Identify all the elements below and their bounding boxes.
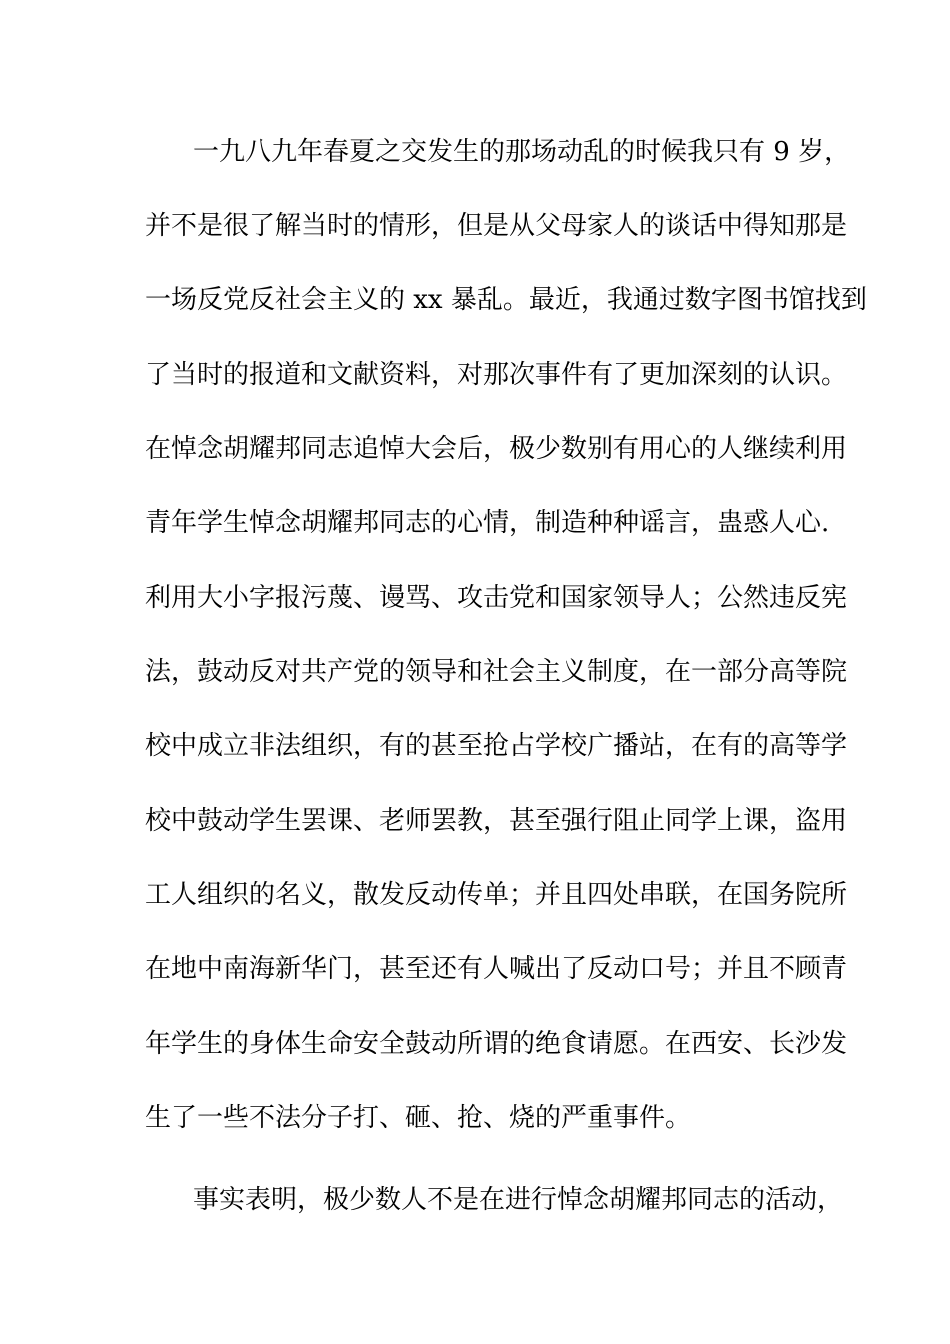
paragraph-1-line-5: 在悼念胡耀邦同志追悼大会后，极少数别有用心的人继续利用 xyxy=(145,434,848,464)
paragraph-1-line-4: 了当时的报道和文献资料，对那次事件有了更加深刻的认识。 xyxy=(145,360,848,390)
paragraph-1-line-11: 工人组织的名义，散发反动传单；并且四处串联，在国务院所 xyxy=(145,880,848,910)
paragraph-1-line-2: 并不是很了解当时的情形，但是从父母家人的谈话中得知那是 xyxy=(145,211,848,241)
paragraph-1-line-12: 在地中南海新华门，甚至还有人喊出了反动口号；并且不顾青 xyxy=(145,954,848,984)
paragraph-1-line-6: 青年学生悼念胡耀邦同志的心情，制造种种谣言，蛊惑人心. xyxy=(145,508,830,538)
paragraph-1-line-1: 一九八九年春夏之交发生的那场动乱的时候我只有 9 岁， xyxy=(193,137,851,167)
paragraph-1-line-13: 年学生的身体生命安全鼓动所谓的绝食请愿。在西安、长沙发 xyxy=(145,1029,848,1059)
paragraph-1-line-8: 法，鼓动反对共产党的领导和社会主义制度，在一部分高等院 xyxy=(145,657,848,687)
paragraph-1-line-7: 利用大小字报污蔑、谩骂、攻击党和国家领导人；公然违反宪 xyxy=(145,583,848,613)
paragraph-2-line-1: 事实表明，极少数人不是在进行悼念胡耀邦同志的活动， xyxy=(193,1185,844,1215)
paragraph-1-line-10: 校中鼓动学生罢课、老师罢教，甚至强行阻止同学上课，盗用 xyxy=(145,806,848,836)
paragraph-1-line-9: 校中成立非法组织，有的甚至抢占学校广播站，在有的高等学 xyxy=(145,731,848,761)
paragraph-1-line-3: 一场反党反社会主义的 xx 暴乱。最近，我通过数字图书馆找到 xyxy=(145,285,867,315)
paragraph-1-line-14: 生了一些不法分子打、砸、抢、烧的严重事件。 xyxy=(145,1103,692,1133)
